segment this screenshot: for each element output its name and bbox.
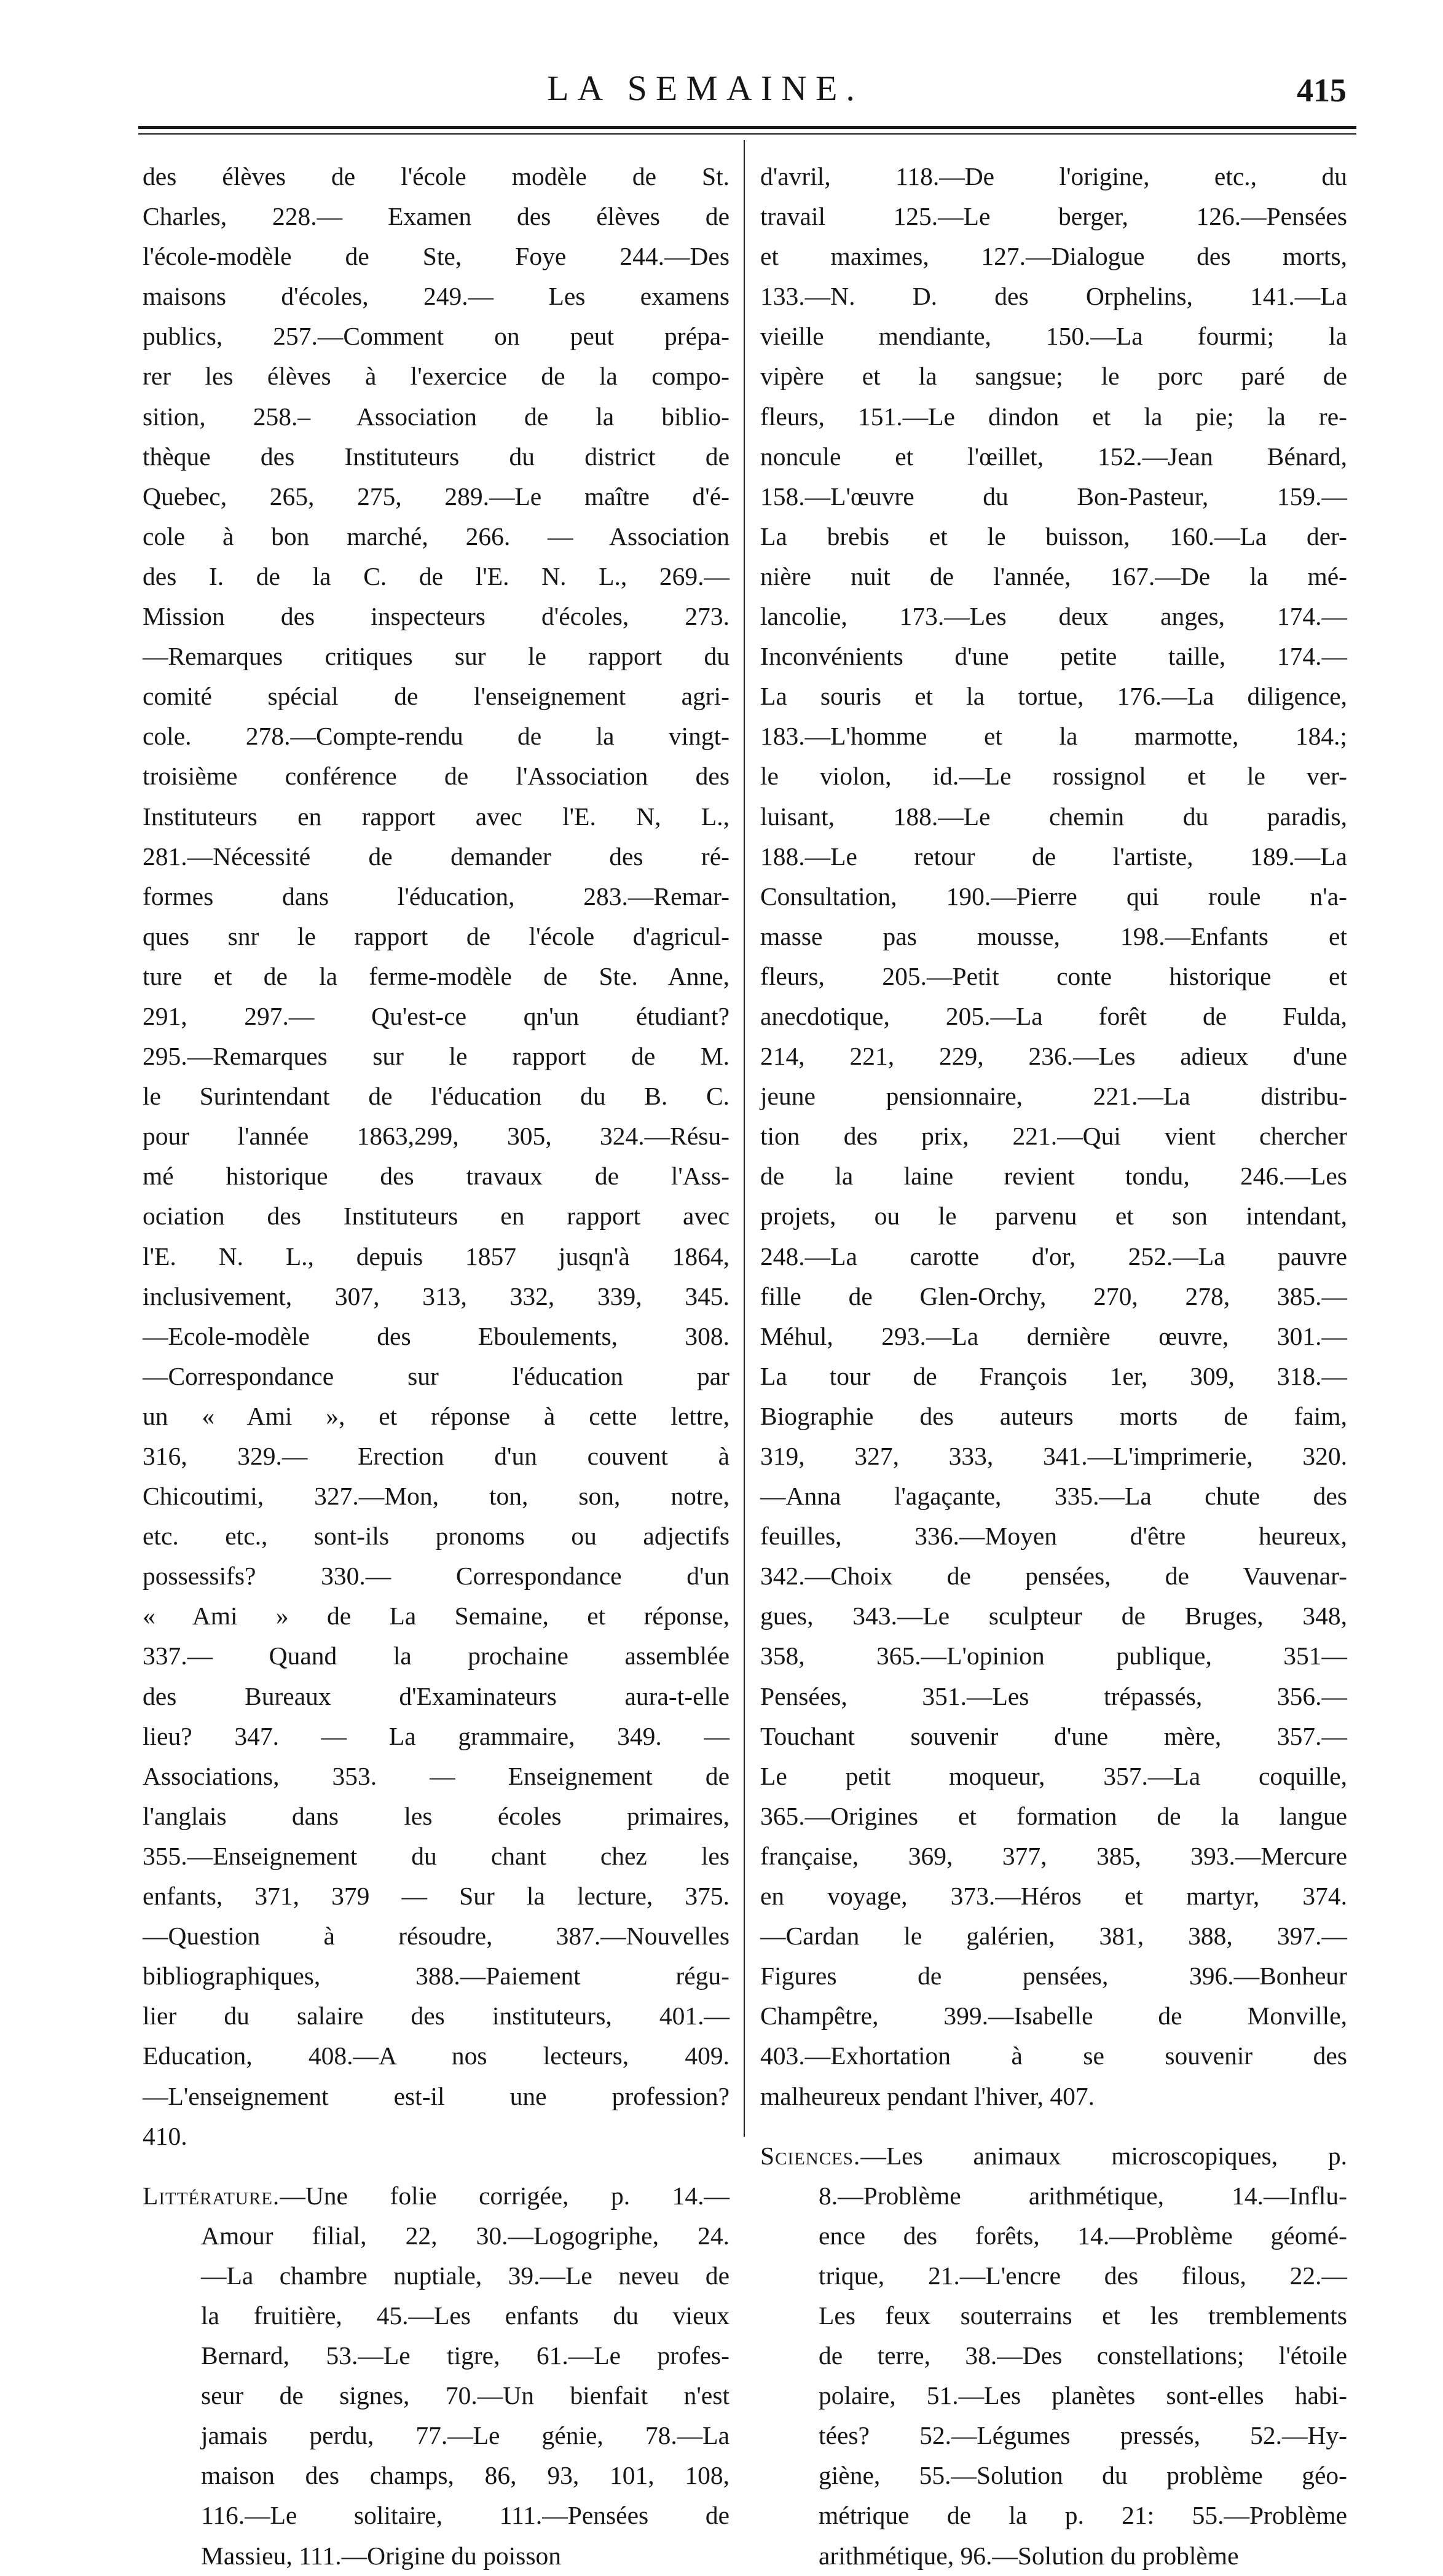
sciences-heading: Sciences. xyxy=(760,2141,861,2170)
sciences-line: —Les animaux microscopiques, p. xyxy=(860,2141,1347,2170)
text-line: La tour de François 1er, 309, 318.— xyxy=(760,1361,1347,1390)
text-line: l'E. N. L., depuis 1857 jusqn'à 1864, xyxy=(143,1242,729,1270)
running-title: LA SEMAINE. xyxy=(547,68,863,108)
text-line: Charles, 228.— Examen des élèves de xyxy=(143,202,729,231)
text-line: cole à bon marché, 266. — Association xyxy=(143,522,729,550)
text-line: jeune pensionnaire, 221.—La distribu- xyxy=(760,1082,1347,1111)
sciences-line: de terre, 38.—Des constellations; l'étoile xyxy=(819,2341,1347,2370)
text-line: Mission des inspecteurs d'écoles, 273. xyxy=(143,602,729,631)
page-number: 415 xyxy=(1297,72,1347,109)
sciences-line: Les feux souterrains et les tremblements xyxy=(819,2301,1347,2330)
left-column-text xyxy=(143,157,729,2156)
running-header xyxy=(0,68,1443,117)
text-line: thèque des Instituteurs du district de xyxy=(143,442,729,471)
text-line: —Question à résoudre, 387.—Nouvelles xyxy=(143,1922,729,1951)
header-rule-thin xyxy=(138,133,1356,135)
text-line: 358, 365.—L'opinion publique, 351— xyxy=(760,1642,1347,1670)
text-line: cole. 278.—Compte-rendu de la vingt- xyxy=(143,722,729,751)
text-line: française, 369, 377, 385, 393.—Mercure xyxy=(760,1841,1347,1870)
litterature-entry-first-line xyxy=(143,2176,729,2216)
text-line: 158.—L'œuvre du Bon-Pasteur, 159.— xyxy=(760,482,1347,511)
text-line: d'avril, 118.—De l'origine, etc., du xyxy=(760,162,1347,190)
text-line: etc. etc., sont-ils pronoms ou adjectifs xyxy=(143,1522,729,1551)
header-rule-thick xyxy=(138,126,1356,129)
text-line: 281.—Nécessité de demander des ré- xyxy=(143,842,729,871)
text-line: tion des prix, 221.—Qui vient chercher xyxy=(760,1122,1347,1151)
text-line: lier du salaire des instituteurs, 401.— xyxy=(143,2002,729,2030)
text-line: 295.—Remarques sur le rapport de M. xyxy=(143,1042,729,1071)
text-line: 183.—L'homme et la marmotte, 184.; xyxy=(760,722,1347,751)
text-line: La souris et la tortue, 176.—La diligence, xyxy=(760,682,1347,711)
text-line: l'école-modèle de Ste, Foye 244.—Des xyxy=(143,242,729,271)
text-line: noncule et l'œillet, 152.—Jean Bénard, xyxy=(760,442,1347,471)
text-line: de la laine revient tondu, 246.—Les xyxy=(760,1162,1347,1191)
text-line: lieu? 347. — La grammaire, 349. — xyxy=(143,1721,729,1750)
text-line: des Bureaux d'Examinateurs aura-t-elle xyxy=(143,1681,729,1710)
litterature-heading: Littérature. xyxy=(143,2181,280,2210)
text-line: ture et de la ferme-modèle de Ste. Anne, xyxy=(143,961,729,990)
text-line: le Surintendant de l'éducation du B. C. xyxy=(143,1082,729,1111)
sciences-line: métrique de la p. 21: 55.—Problème xyxy=(819,2501,1347,2530)
text-line: vipère et la sangsue; le porc paré de xyxy=(760,362,1347,391)
text-line: comité spécial de l'enseignement agri- xyxy=(143,682,729,711)
right-column xyxy=(760,157,1347,2576)
text-line: Education, 408.—A nos lecteurs, 409. xyxy=(143,2042,729,2070)
text-line: des I. de la C. de l'E. N. L., 269.— xyxy=(143,562,729,590)
litterature-line: la fruitière, 45.—Les enfants du vieux xyxy=(201,2301,729,2330)
text-line: Touchant souvenir d'une mère, 357.— xyxy=(760,1721,1347,1750)
text-line: bibliographiques, 388.—Paiement régu- xyxy=(143,1962,729,1991)
text-line: 403.—Exhortation à se souvenir des xyxy=(760,2042,1347,2070)
text-line: et maximes, 127.—Dialogue des morts, xyxy=(760,242,1347,271)
text-line: sition, 258.– Association de la biblio- xyxy=(143,402,729,431)
litterature-line: —Une folie corrigée, p. 14.— xyxy=(280,2181,729,2210)
text-line: 214, 221, 229, 236.—Les adieux d'une xyxy=(760,1042,1347,1071)
text-line: —L'enseignement est-il une profession? xyxy=(143,2081,729,2110)
text-line: vieille mendiante, 150.—La fourmi; la xyxy=(760,322,1347,351)
text-line: 291, 297.— Qu'est-ce qn'un étudiant? xyxy=(143,1001,729,1030)
text-line: des élèves de l'école modèle de St. xyxy=(143,162,729,190)
text-line: inclusivement, 307, 313, 332, 339, 345. xyxy=(143,1282,729,1310)
text-line: pour l'année 1863,299, 305, 324.—Résu- xyxy=(143,1122,729,1151)
text-line: Le petit moqueur, 357.—La coquille, xyxy=(760,1761,1347,1790)
text-line: 188.—Le retour de l'artiste, 189.—La xyxy=(760,842,1347,871)
text-line: luisant, 188.—Le chemin du paradis, xyxy=(760,802,1347,831)
litterature-line: jamais perdu, 77.—Le génie, 78.—La xyxy=(201,2421,729,2450)
text-line: mé historique des travaux de l'Ass- xyxy=(143,1162,729,1191)
text-line: fleurs, 151.—Le dindon et la pie; la re- xyxy=(760,402,1347,431)
text-line: masse pas mousse, 198.—Enfants et xyxy=(760,922,1347,950)
sciences-line: 8.—Problème arithmétique, 14.—Influ- xyxy=(819,2181,1347,2210)
text-line: —Cardan le galérien, 381, 388, 397.— xyxy=(760,1922,1347,1951)
text-line: 410. xyxy=(143,2121,187,2150)
text-line: « Ami » de La Semaine, et réponse, xyxy=(143,1602,729,1631)
text-line: publics, 257.—Comment on peut prépa- xyxy=(143,322,729,351)
text-line: lancolie, 173.—Les deux anges, 174.— xyxy=(760,602,1347,631)
text-line: 248.—La carotte d'or, 252.—La pauvre xyxy=(760,1242,1347,1270)
sciences-text xyxy=(760,2176,1347,2576)
text-line: —Correspondance sur l'éducation par xyxy=(143,1361,729,1390)
column-divider xyxy=(744,140,745,2137)
litterature-line: Massieu, 111.—Origine du poisson xyxy=(201,2541,561,2570)
sciences-line: polaire, 51.—Les planètes sont-elles habi- xyxy=(819,2381,1347,2410)
text-line: 319, 327, 333, 341.—L'imprimerie, 320. xyxy=(760,1442,1347,1470)
text-line: 355.—Enseignement du chant chez les xyxy=(143,1841,729,1870)
text-line: feuilles, 336.—Moyen d'être heureux, xyxy=(760,1522,1347,1551)
text-line: travail 125.—Le berger, 126.—Pensées xyxy=(760,202,1347,231)
text-line: fille de Glen-Orchy, 270, 278, 385.— xyxy=(760,1282,1347,1310)
text-line: 365.—Origines et formation de la langue xyxy=(760,1801,1347,1830)
text-line: Chicoutimi, 327.—Mon, ton, son, notre, xyxy=(143,1482,729,1511)
text-line: fleurs, 205.—Petit conte historique et xyxy=(760,961,1347,990)
text-line: Méhul, 293.—La dernière œuvre, 301.— xyxy=(760,1321,1347,1350)
text-line: possessifs? 330.— Correspondance d'un xyxy=(143,1562,729,1591)
text-line: l'anglais dans les écoles primaires, xyxy=(143,1801,729,1830)
text-line: Associations, 353. — Enseignement de xyxy=(143,1761,729,1790)
text-line: Consultation, 190.—Pierre qui roule n'a- xyxy=(760,882,1347,910)
litterature-line: Amour filial, 22, 30.—Logogriphe, 24. xyxy=(201,2221,729,2250)
text-line: Inconvénients d'une petite taille, 174.— xyxy=(760,642,1347,671)
text-line: La brebis et le buisson, 160.—La der- xyxy=(760,522,1347,550)
text-line: —Ecole-modèle des Eboulements, 308. xyxy=(143,1321,729,1350)
text-line: 337.— Quand la prochaine assemblée xyxy=(143,1642,729,1670)
text-line: le violon, id.—Le rossignol et le ver- xyxy=(760,762,1347,791)
text-line: rer les élèves à l'exercice de la compo- xyxy=(143,362,729,391)
litterature-line: 116.—Le solitaire, 111.—Pensées de xyxy=(201,2501,729,2530)
text-line: gues, 343.—Le sculpteur de Bruges, 348, xyxy=(760,1602,1347,1631)
text-line: 316, 329.— Erection d'un couvent à xyxy=(143,1442,729,1470)
text-line: 133.—N. D. des Orphelins, 141.—La xyxy=(760,282,1347,311)
text-line: ociation des Instituteurs en rapport avec xyxy=(143,1202,729,1231)
text-line: nière nuit de l'année, 167.—De la mé- xyxy=(760,562,1347,590)
litterature-line: —La chambre nuptiale, 39.—Le neveu de xyxy=(201,2261,729,2290)
left-column xyxy=(143,157,729,2576)
right-column-text xyxy=(760,157,1347,2116)
sciences-entry-first-line xyxy=(760,2136,1347,2176)
text-line: anecdotique, 205.—La forêt de Fulda, xyxy=(760,1001,1347,1030)
text-line: troisième conférence de l'Association des xyxy=(143,762,729,791)
text-line: ques snr le rapport de l'école d'agricul- xyxy=(143,922,729,950)
sciences-line: ence des forêts, 14.—Problème géomé- xyxy=(819,2221,1347,2250)
text-line: Pensées, 351.—Les trépassés, 356.— xyxy=(760,1681,1347,1710)
text-line: maisons d'écoles, 249.— Les examens xyxy=(143,282,729,311)
text-line: Biographie des auteurs morts de faim, xyxy=(760,1401,1347,1430)
text-line: formes dans l'éducation, 283.—Remar- xyxy=(143,882,729,910)
litterature-line: maison des champs, 86, 93, 101, 108, xyxy=(201,2461,729,2490)
text-line: en voyage, 373.—Héros et martyr, 374. xyxy=(760,1882,1347,1911)
sciences-line: tées? 52.—Légumes pressés, 52.—Hy- xyxy=(819,2421,1347,2450)
litterature-text xyxy=(143,2216,729,2576)
sciences-line: arithmétique, 96.—Solution du problème xyxy=(819,2541,1239,2570)
text-line: Champêtre, 399.—Isabelle de Monville, xyxy=(760,2002,1347,2030)
text-line: Figures de pensées, 396.—Bonheur xyxy=(760,1962,1347,1991)
text-line: Instituteurs en rapport avec l'E. N, L., xyxy=(143,802,729,831)
text-line: malheureux pendant l'hiver, 407. xyxy=(760,2081,1095,2110)
text-line: —Remarques critiques sur le rapport du xyxy=(143,642,729,671)
litterature-line: Bernard, 53.—Le tigre, 61.—Le profes- xyxy=(201,2341,729,2370)
text-line: enfants, 371, 379 — Sur la lecture, 375. xyxy=(143,1882,729,1911)
text-line: 342.—Choix de pensées, de Vauvenar- xyxy=(760,1562,1347,1591)
litterature-line: seur de signes, 70.—Un bienfait n'est xyxy=(201,2381,729,2410)
sciences-line: giène, 55.—Solution du problème géo- xyxy=(819,2461,1347,2490)
text-line: Quebec, 265, 275, 289.—Le maître d'é- xyxy=(143,482,729,511)
text-line: —Anna l'agaçante, 335.—La chute des xyxy=(760,1482,1347,1511)
sciences-line: trique, 21.—L'encre des filous, 22.— xyxy=(819,2261,1347,2290)
text-line: projets, ou le parvenu et son intendant, xyxy=(760,1202,1347,1231)
text-line: un « Ami », et réponse à cette lettre, xyxy=(143,1401,729,1430)
